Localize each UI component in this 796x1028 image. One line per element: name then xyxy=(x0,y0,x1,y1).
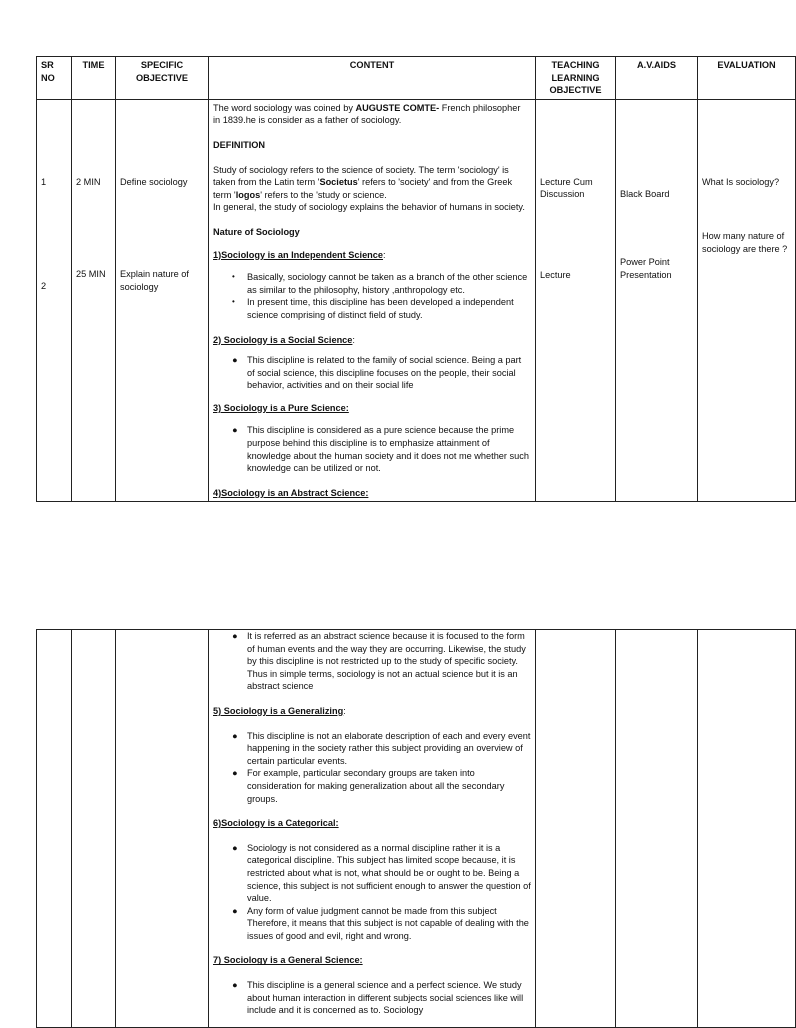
section-3-title xyxy=(213,402,531,415)
aids-cell xyxy=(616,99,698,502)
list-item xyxy=(213,271,531,296)
section-7-title-text: 7) Sociology is a General Science: xyxy=(213,955,363,966)
intro-line-2: in 1839.he is consider as a father of sociology. xyxy=(213,115,402,126)
list-item-text: For example, particular secondary groups are taken into consideration for making generalization about all the secondary groups. xyxy=(247,768,505,804)
section-4-title xyxy=(213,487,531,500)
list-item xyxy=(213,296,531,321)
section-4-title-text: 4)Sociology is an Abstract Science: xyxy=(213,487,369,498)
sr-no-cell xyxy=(37,99,72,502)
section-1-list xyxy=(213,271,531,321)
section-2-list xyxy=(213,354,531,392)
section-5-title xyxy=(213,705,531,718)
objective-cell xyxy=(116,630,209,1028)
aids-cell xyxy=(616,630,698,1028)
row2-evaluation: How many nature of sociology are there ? xyxy=(702,231,788,254)
content-cell xyxy=(209,99,536,502)
bullet-icon: • xyxy=(232,297,235,307)
intro-text xyxy=(213,102,531,115)
list-item-text: Any form of value judgment cannot be made from this subject Therefore, it means that this subject is not capable of dealing with the issues of good and evil, right and wrong. xyxy=(247,905,529,941)
def-term-societus: Societus xyxy=(319,177,358,188)
tlo-cell xyxy=(536,630,616,1028)
header-teaching-learning-objective: TEACHING LEARNING OBJECTIVE xyxy=(536,57,616,100)
def-a: Study of sociology refers to the science of society. The term 'sociology' is taken from the Latin term ' xyxy=(213,164,509,188)
bullet-icon: ● xyxy=(232,905,238,916)
section-6-list xyxy=(213,842,531,943)
objective-cell xyxy=(116,99,209,502)
row2-objective: Explain nature of sociology xyxy=(120,269,189,292)
section-4-list xyxy=(213,630,531,693)
row1-sr: 1 xyxy=(41,176,47,187)
content-cell xyxy=(209,630,536,1028)
list-item-text: Sociology is not considered as a normal discipline rather it is a categorical discipline. This subject has limited scope because, it is restricted about what is not, what should be or ought to be. Being a science, this subject is not sufficient enough to answer the question of value. xyxy=(247,842,531,904)
list-item-text: It is referred as an abstract science because it is focused to the form of human events and the way they are occurring. Likewise, the study by this discipline is not restricted up to the study of specific society. Thus in simple terms, sociology is not an actual science but it is an abstract science xyxy=(247,631,526,692)
evaluation-cell xyxy=(698,630,796,1028)
section-6-title-text: 6)Sociology is a Categorical: xyxy=(213,818,339,829)
definition-text xyxy=(213,164,531,202)
header-evaluation: EVALUATION xyxy=(698,57,796,100)
row2-time: 25 MIN xyxy=(76,269,106,280)
time-cell xyxy=(72,630,116,1028)
section-6-title xyxy=(213,817,531,830)
row2-sr: 2 xyxy=(41,281,47,292)
section-1-suffix: : xyxy=(383,249,386,260)
header-specific-objective: SPECIFIC OBJECTIVE xyxy=(116,57,209,100)
list-item-text: In present time, this discipline has been developed a independent science comprising of distinct field of study. xyxy=(247,297,514,320)
section-5-title-text: 5) Sociology is a Generalizing xyxy=(213,705,344,716)
section-2-title-text: 2) Sociology is a Social Science xyxy=(213,334,353,345)
section-1-title xyxy=(213,249,531,262)
lesson-plan-table xyxy=(36,56,796,502)
intro-line-post: French philosopher xyxy=(439,102,521,113)
row1-objective: Define sociology xyxy=(120,176,188,187)
section-7-list xyxy=(213,979,531,1017)
list-item xyxy=(213,979,531,1017)
row1-evaluation: What Is sociology? xyxy=(702,176,780,187)
table-header-row xyxy=(37,57,796,100)
bullet-icon: ● xyxy=(232,842,238,853)
def-c: ' refers to the 'study or science. xyxy=(260,189,387,200)
list-item xyxy=(213,630,531,693)
list-item xyxy=(213,354,531,392)
section-5-list xyxy=(213,730,531,806)
section-1-title-text: 1)Sociology is an Independent Science xyxy=(213,249,384,260)
intro-line-pre: The word sociology was coined by xyxy=(213,102,356,113)
header-av-aids: A.V.AIDS xyxy=(616,57,698,100)
row1-time: 2 MIN xyxy=(76,176,101,187)
section-7-title xyxy=(213,954,531,967)
bullet-icon: ● xyxy=(232,631,238,641)
list-item xyxy=(213,424,531,474)
bullet-icon: • xyxy=(232,272,235,282)
sr-no-cell xyxy=(37,630,72,1028)
definition-heading: DEFINITION xyxy=(213,139,266,150)
section-3-list xyxy=(213,424,531,474)
time-cell xyxy=(72,99,116,502)
evaluation-cell xyxy=(698,99,796,502)
table-row xyxy=(37,630,796,1028)
list-item-text: Basically, sociology cannot be taken as a branch of the other science as similar to the philosophy, history ,anthropology etc. xyxy=(247,272,528,295)
bullet-icon: ● xyxy=(232,425,238,436)
list-item-text: This discipline is related to the family of social science. Being a part of social science, this discipline focuses on the people, their social behavior, activities and on their social life xyxy=(247,355,522,391)
list-item-text: This discipline is not an elaborate description of each and every event happening in the society rather this subject providing an overview of certain particular events. xyxy=(247,730,531,766)
row1-tlo: Lecture Cum Discussion xyxy=(540,176,593,200)
bullet-icon: ● xyxy=(232,730,238,741)
nature-heading: Nature of Sociology xyxy=(213,226,300,237)
list-item xyxy=(213,730,531,768)
table-row xyxy=(37,99,796,502)
header-time: TIME xyxy=(72,57,116,100)
section-2-title xyxy=(213,334,531,347)
row2-aids: Power Point Presentation xyxy=(620,257,672,280)
tlo-cell xyxy=(536,99,616,502)
section-3-title-text: 3) Sociology is a Pure Science: xyxy=(213,402,349,413)
row2-tlo: Lecture xyxy=(540,269,571,280)
header-sr-no: SR NO xyxy=(37,57,72,100)
header-content: CONTENT xyxy=(209,57,536,100)
list-item xyxy=(213,767,531,805)
bullet-icon: ● xyxy=(232,980,238,991)
list-item xyxy=(213,905,531,943)
definition-general: In general, the study of sociology explains the behavior of humans in society. xyxy=(213,202,525,213)
lesson-plan-table-continued xyxy=(36,629,796,1028)
lesson-plan-page-2 xyxy=(36,629,734,1024)
section-5-suffix: : xyxy=(343,705,346,716)
section-2-suffix: : xyxy=(352,334,355,345)
bullet-icon: ● xyxy=(232,355,238,366)
def-b: ' refers to 'society' and from the Greek term ' xyxy=(213,177,513,200)
list-item-text: This discipline is a general science and a perfect science. We study about human interaction in different subjects social sciences like will include and it is concerned as to. Sociology xyxy=(247,980,524,1016)
bullet-icon: ● xyxy=(232,768,238,779)
list-item xyxy=(213,842,531,905)
auguste-comte-name: AUGUSTE COMTE- xyxy=(355,102,440,113)
list-item-text: This discipline is considered as a pure science because the prime purpose behind this discipline is to emphasize attainment of knowledge about the human society and it does not me whether such knowledge can be utilized or not. xyxy=(247,425,529,474)
row1-aids: Black Board xyxy=(620,188,670,199)
lesson-plan-page-1 xyxy=(36,56,788,554)
def-term-logos: logos xyxy=(235,189,261,200)
